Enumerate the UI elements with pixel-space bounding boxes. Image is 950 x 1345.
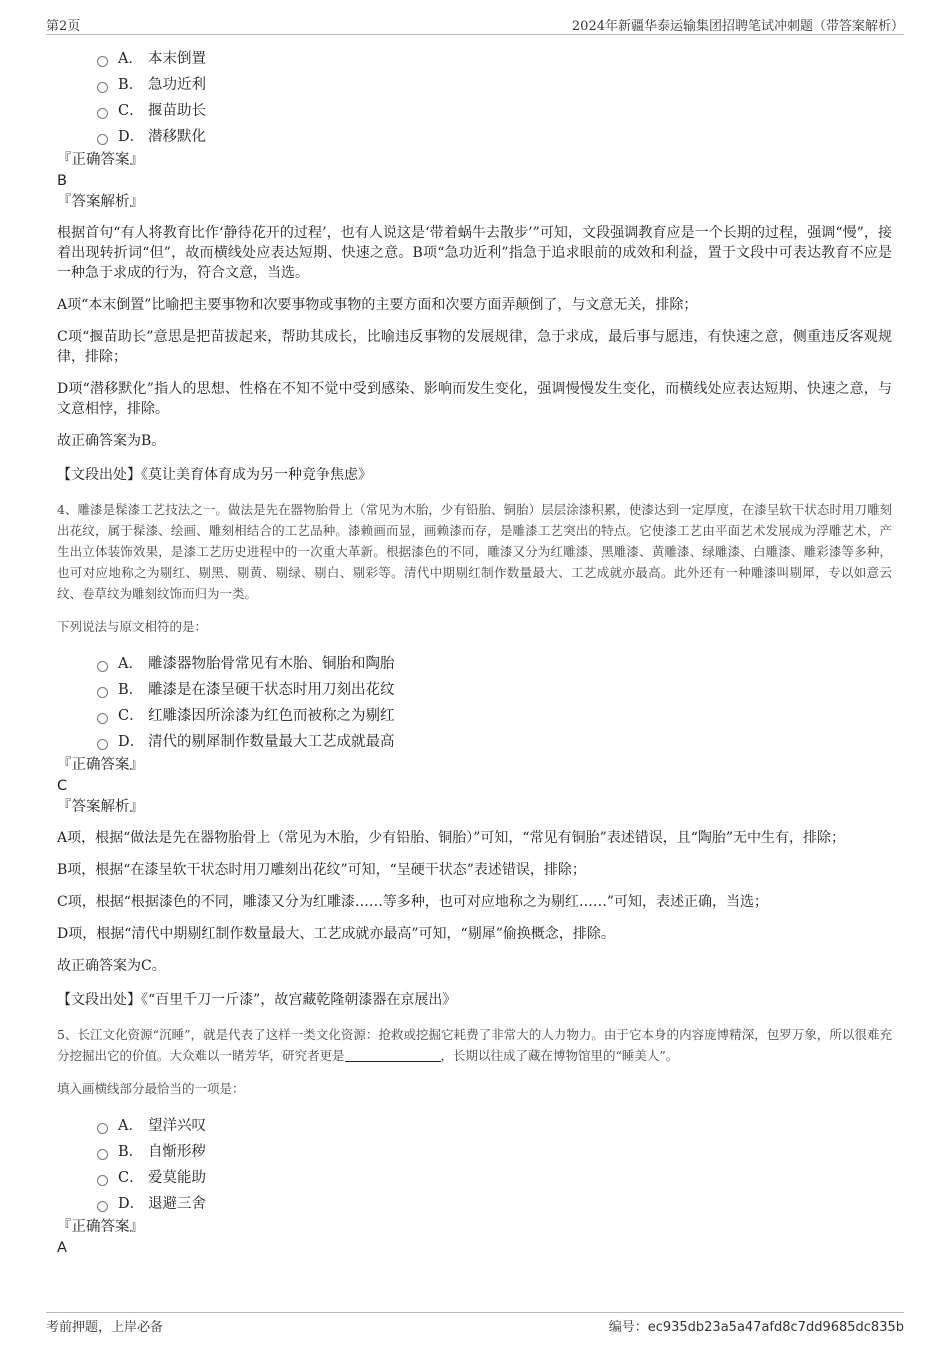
q5-stem: 5、长江文化资源“沉睡”，就是代表了这样一类文化资源：抢救或挖掘它耗费了非常大的人力物力。由于它本身的内容庞博精深，包罗万象，所以很难充分挖掘出它的价值。大众难以一睹芳华，研究者更是 ，长期以往成了藏在博物馆里的“睡美人”。: [57, 1027, 892, 1063]
q5-option-a[interactable]: A． 望洋兴叹: [97, 1113, 892, 1139]
page-footer: [46, 1312, 904, 1333]
q5-options: [97, 1113, 892, 1217]
q3-option-a[interactable]: A． 本末倒置: [97, 46, 892, 72]
page-header: [46, 14, 904, 35]
radio-button-icon[interactable]: [97, 739, 108, 750]
radio-button-icon[interactable]: [97, 1149, 108, 1160]
radio-button-icon[interactable]: [97, 108, 108, 119]
radio-button-icon[interactable]: [97, 661, 108, 672]
document-code: 编号：ec935db23a5a47afd8c7dd9685dc835b: [608, 1320, 904, 1335]
q3-answer: B: [57, 173, 67, 189]
q4-conclusion: 故正确答案为C。: [57, 958, 166, 974]
page-content: [57, 46, 892, 1259]
q4-option-c[interactable]: C． 红雕漆因所涂漆为红色而被称之为剔红: [97, 703, 892, 729]
radio-button-icon[interactable]: [97, 56, 108, 67]
q4-answer: C: [57, 778, 68, 794]
q5-answer: A: [57, 1240, 67, 1256]
q3-analysis-1: 根据首句“有人将教育比作‘静待花开的过程’，也有人说这是‘带着蜗牛去散步’”可知，文段强调教育应是一个长期的过程，强调“慢”，接着出现转折词“但”，故而横线处应表达短期、快速之意。B项“急功近利”指急于追求眼前的成效和利益，置于文段中可表达教育不应是一种急于求成的行为，符合文意，当选。: [57, 225, 892, 281]
correct-answer-label: 『正确答案』: [57, 152, 144, 168]
q4-option-a[interactable]: A． 雕漆器物胎骨常见有木胎、铜胎和陶胎: [97, 651, 892, 677]
q5-option-c[interactable]: C． 爱莫能助: [97, 1165, 892, 1191]
correct-answer-label: 『正确答案』: [57, 1219, 144, 1235]
q5-prompt: 填入画横线部分最恰当的一项是：: [57, 1081, 245, 1096]
q4-analysis-4: D项，根据“清代中期剔红制作数量最大、工艺成就亦最高”可知，“剔犀”偷换概念，排除。: [57, 926, 615, 942]
q3-conclusion: 故正确答案为B。: [57, 433, 166, 449]
q3-analysis-4: D项“潜移默化”指人的思想、性格在不知不觉中受到感染、影响而发生变化，强调慢慢发生变化，而横线处应表达短期、快速之意，与文意相悖，排除。: [57, 381, 892, 417]
q3-options: [97, 46, 892, 150]
analysis-label: 『答案解析』: [57, 194, 144, 210]
fill-blank: [345, 1047, 441, 1062]
radio-button-icon[interactable]: [97, 134, 108, 145]
q4-analysis-1: A项，根据“做法是先在器物胎骨上（常见为木胎，少有铅胎、铜胎）”可知，“常见有铜胎”表述错误，且“陶胎”无中生有，排除；: [57, 830, 846, 846]
q4-options: [97, 651, 892, 755]
radio-button-icon[interactable]: [97, 687, 108, 698]
analysis-label: 『答案解析』: [57, 799, 144, 815]
q3-option-d[interactable]: D． 潜移默化: [97, 124, 892, 150]
radio-button-icon[interactable]: [97, 1201, 108, 1212]
q4-prompt: 下列说法与原文相符的是：: [57, 619, 208, 634]
q4-option-b[interactable]: B． 雕漆是在漆呈硬干状态时用刀刻出花纹: [97, 677, 892, 703]
q3-analysis-2: A项“本末倒置”比喻把主要事物和次要事物或事物的主要方面和次要方面弄颠倒了，与文意无关，排除；: [57, 297, 698, 313]
radio-button-icon[interactable]: [97, 713, 108, 724]
q4-analysis-3: C项，根据“根据漆色的不同，雕漆又分为红雕漆……等多种，也可对应地称之为剔红……”可知，表述正确，当选；: [57, 894, 769, 910]
q5-option-b[interactable]: B． 自惭形秽: [97, 1139, 892, 1165]
footer-slogan: 考前押题，上岸必备: [46, 1320, 164, 1335]
radio-button-icon[interactable]: [97, 1123, 108, 1134]
document-title: 2024年新疆华泰运输集团招聘笔试冲刺题（带答案解析）: [571, 19, 904, 34]
q4-analysis-2: B项，根据“在漆呈软干状态时用刀雕刻出花纹”可知，“呈硬干状态”表述错误，排除；: [57, 862, 586, 878]
radio-button-icon[interactable]: [97, 1175, 108, 1186]
q4-source: 【文段出处】《“百里千刀一斤漆”，故宫藏乾隆朝漆器在京展出》: [57, 992, 457, 1008]
q3-source: 【文段出处】《莫让美育体育成为另一种竞争焦虑》: [57, 467, 372, 483]
q3-analysis-3: C项“揠苗助长”意思是把苗拔起来，帮助其成长，比喻违反事物的发展规律，急于求成，最后事与愿违，有快速之意，侧重违反客观规律，排除；: [57, 329, 892, 365]
page-number: 第2页: [46, 19, 81, 34]
q3-option-c[interactable]: C． 揠苗助长: [97, 98, 892, 124]
q4-option-d[interactable]: D． 清代的剔犀制作数量最大工艺成就最高: [97, 729, 892, 755]
radio-button-icon[interactable]: [97, 82, 108, 93]
q4-stem: 4、雕漆是髹漆工艺技法之一。做法是先在器物胎骨上（常见为木胎，少有铅胎、铜胎）层层涂漆积累，使漆达到一定厚度，在漆呈软干状态时用刀雕刻出花纹，属于髹漆、绘画、雕刻相结合的工艺品种。漆赖画而显，画赖漆而存，是雕漆工艺突出的特点。它使漆工艺由平面艺术发展成为浮雕艺术，产生出立体装饰效果，是漆工艺历史进程中的一次重大革新。根据漆色的不同，雕漆又分为红雕漆、黑雕漆、黄雕漆、绿雕漆、白雕漆、雕彩漆等多种，也可对应地称之为剔红、剔黑、剔黄、剔绿、剔白、剔彩等。清代中期剔红制作数量最大、工艺成就亦最高。此外还有一种雕漆叫剔犀，专以如意云纹、卷草纹为雕刻纹饰而归为一类。: [57, 502, 892, 601]
correct-answer-label: 『正确答案』: [57, 757, 144, 773]
q5-option-d[interactable]: D． 退避三舍: [97, 1191, 892, 1217]
q3-option-b[interactable]: B． 急功近利: [97, 72, 892, 98]
